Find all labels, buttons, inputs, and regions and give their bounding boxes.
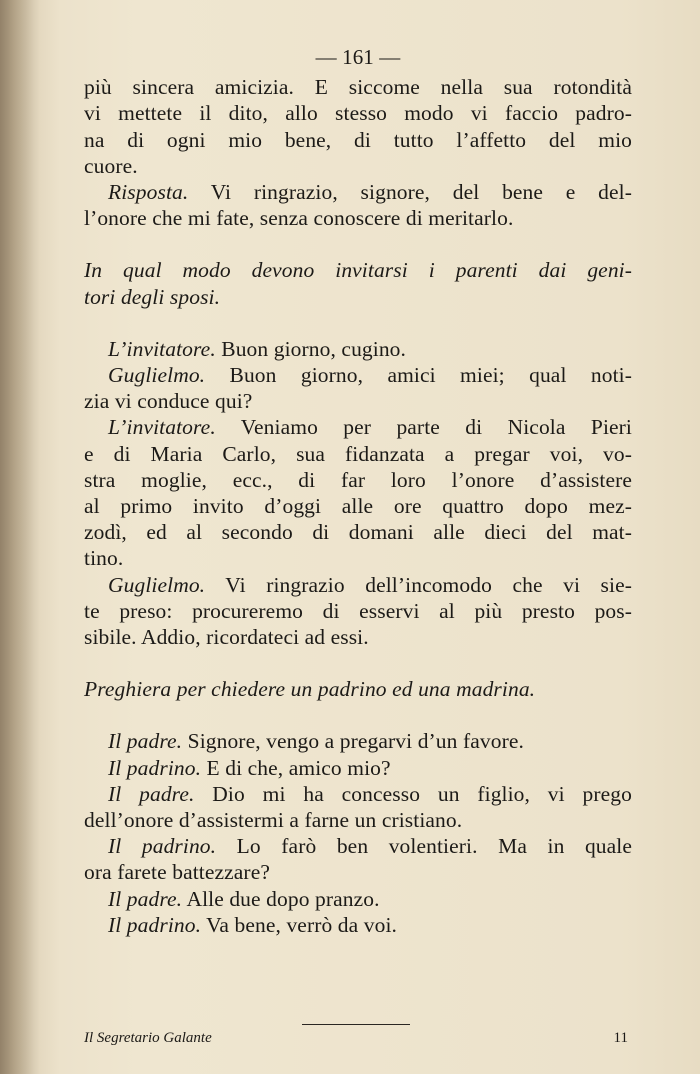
dialogue-turn (84, 362, 632, 414)
text-line (84, 755, 632, 781)
dialogue-text: Signore, vengo a pregarvi d’un favore. (182, 729, 524, 754)
speaker-label: Il padre. (108, 781, 195, 806)
text-line: ora farete battezzare? (84, 860, 270, 885)
dialogue-text: Alle due dopo pranzo. (182, 886, 380, 911)
binding-shadow (0, 0, 40, 1074)
text-line (84, 572, 632, 598)
text-line (84, 336, 632, 362)
dialogue-text: Vi ringrazio, signore, del bene e del- (188, 180, 632, 205)
speaker-label: Guglielmo. (108, 363, 206, 388)
dialogue-text: E di che, amico mio? (201, 755, 391, 780)
paragraph (84, 179, 632, 231)
dialogue-turn (84, 912, 632, 938)
dialogue-text: Vi ringrazio dell’incomodo che vi sie- (205, 572, 632, 597)
speaker-label: Risposta. (108, 180, 189, 205)
dialogue-turn (84, 886, 632, 912)
speaker-label: Il padrino. (108, 834, 217, 859)
text-line (84, 414, 632, 440)
speaker-label: Il padrino. (108, 912, 202, 937)
text-line: na di ogni mio bene, di tutto l’affetto del mio (84, 127, 632, 152)
signature-mark: 11 (613, 1030, 628, 1046)
text-line: e di Maria Carlo, sua fidanzata a pregar voi, vo- (84, 441, 632, 466)
heading-line: In qual modo devono invitarsi i parenti dai geni- (84, 258, 632, 283)
text-line: zia vi conduce qui? (84, 389, 253, 414)
text-line: l’onore che mi fate, senza conoscere di meritarlo. (84, 206, 514, 231)
section-gap (84, 231, 632, 257)
dialogue-text: Dio mi ha concesso un figlio, vi prego (194, 781, 632, 806)
paragraph (84, 74, 632, 179)
text-line: tino. (84, 546, 124, 571)
text-line: più sincera amicizia. E siccome nella sua rotondità (84, 75, 632, 100)
dialogue-turn (84, 414, 632, 571)
dialogue-text: Va bene, verrò da voi. (201, 912, 398, 937)
text-line (84, 362, 632, 388)
running-title: Il Segretario Galante (84, 1030, 212, 1046)
text-line (84, 912, 632, 938)
speaker-label: Il padre. (108, 729, 183, 754)
dialogue-turn (84, 728, 632, 754)
dialogue-turn (84, 336, 632, 362)
heading-line: tori degli sposi. (84, 284, 221, 309)
speaker-label: Il padrino. (108, 755, 202, 780)
page-number: — 161 — (315, 45, 401, 69)
text-line: te preso: procureremo di esservi al più presto pos- (84, 598, 632, 623)
speaker-label: L’invitatore. (108, 336, 216, 361)
dialogue-text: Veniamo per parte di Nicola Pieri (215, 415, 632, 440)
dialogue-text: Lo farò ben volentieri. Ma in quale (216, 834, 633, 859)
text-line (84, 179, 632, 205)
text-line (84, 728, 632, 754)
speaker-label: Guglielmo. (108, 572, 206, 597)
dialogue-text: Buon giorno, cugino. (215, 336, 407, 361)
section-heading (84, 676, 632, 702)
text-line: cuore. (84, 153, 138, 178)
text-line: vi mettete il dito, allo stesso modo vi faccio padro- (84, 101, 632, 126)
dialogue-turn (84, 833, 632, 885)
heading-line: Preghiera per chiedere un padrino ed una madrina. (84, 677, 536, 702)
text-line (84, 833, 632, 859)
section-heading (84, 257, 632, 309)
text-line (84, 781, 632, 807)
speaker-label: L’invitatore. (108, 415, 216, 440)
text-line: al primo invito d’oggi alle ore quattro dopo mez- (84, 494, 632, 519)
dialogue-turn (84, 572, 632, 651)
text-line (84, 886, 632, 912)
text-line: dell’onore d’assistermi a farne un cristiano. (84, 808, 463, 833)
footer-rule (302, 1024, 410, 1025)
page-text (84, 44, 632, 938)
speaker-label: Il padre. (108, 886, 183, 911)
dialogue-turn (84, 755, 632, 781)
dialogue-text: Buon giorno, amici miei; qual noti- (205, 363, 632, 388)
text-line: stra moglie, ecc., di far loro l’onore d’assistere (84, 467, 632, 492)
section-gap (84, 310, 632, 336)
text-line: sibile. Addio, ricordateci ad essi. (84, 625, 369, 650)
text-line: zodì, ed al secondo di domani alle dieci del mat- (84, 520, 632, 545)
section-gap (84, 702, 632, 728)
dialogue-turn (84, 781, 632, 833)
page-footer (84, 1024, 628, 1064)
section-gap (84, 650, 632, 676)
